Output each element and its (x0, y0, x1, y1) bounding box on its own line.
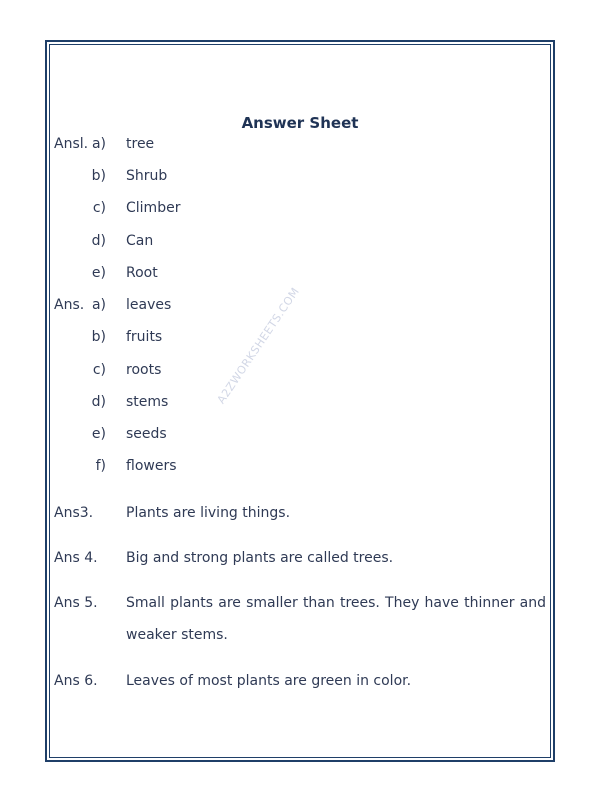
item-letter: e) (91, 265, 106, 281)
item-answer: roots (126, 362, 162, 378)
page-title: Answer Sheet (241, 114, 359, 132)
answer-3-text: Plants are living things. (126, 505, 291, 521)
answer-4-text: Big and strong plants are called trees. (126, 550, 394, 566)
item-answer: stems (126, 394, 169, 410)
item-answer: Can (126, 233, 154, 249)
item-letter: c) (92, 362, 106, 378)
answer-1-prefix: Ansl. (54, 136, 89, 152)
answer-5-text: Small plants are smaller than trees. They have thinner and weaker stems. (126, 595, 546, 643)
watermark: A2ZWORKSHEETS.COM (214, 285, 303, 407)
item-answer: leaves (126, 297, 172, 313)
answer-3-prefix: Ans3. (54, 505, 94, 521)
item-letter: c) (92, 200, 106, 216)
item-answer: fruits (126, 329, 163, 345)
item-answer: Climber (126, 200, 181, 216)
answer-6-prefix: Ans 6. (54, 673, 98, 689)
item-letter: f) (95, 458, 106, 474)
answer-4-prefix: Ans 4. (54, 550, 98, 566)
answer-5-prefix: Ans 5. (54, 595, 98, 611)
item-answer: seeds (126, 426, 167, 442)
item-answer: tree (126, 136, 155, 152)
item-letter: b) (91, 168, 106, 184)
item-answer: Shrub (126, 168, 168, 184)
item-letter: e) (91, 426, 106, 442)
answer-6-text: Leaves of most plants are green in color. (126, 673, 412, 689)
item-letter: a) (91, 136, 106, 152)
item-answer: flowers (126, 458, 177, 474)
answer-2-prefix: Ans. (54, 297, 85, 313)
item-letter: a) (91, 297, 106, 313)
item-letter: b) (91, 329, 106, 345)
item-letter: d) (91, 394, 106, 410)
item-letter: d) (91, 233, 106, 249)
item-answer: Root (126, 265, 158, 281)
